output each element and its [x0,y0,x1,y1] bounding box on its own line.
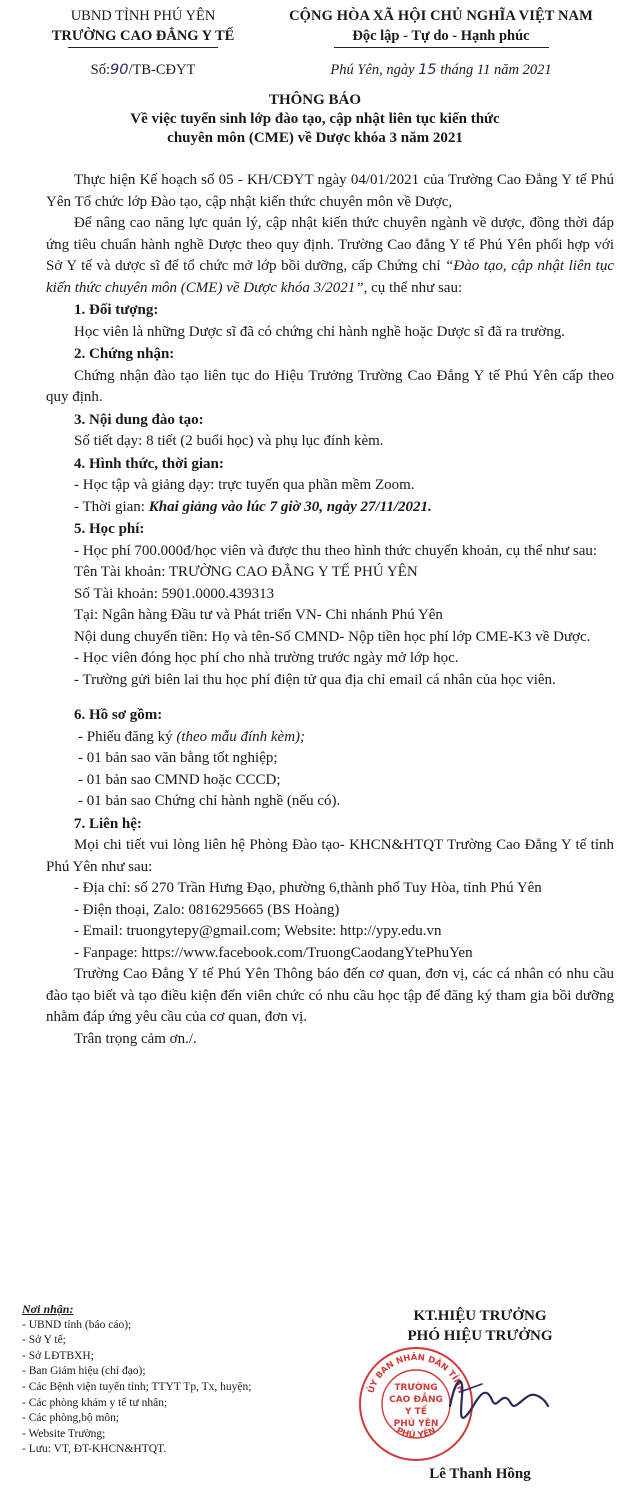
section-5-receipt: - Trường gửi biên lai thu học phí điện tử qua địa chỉ email cá nhân của học viên. [74,671,556,688]
document-number-handwritten: 90 [110,62,129,78]
document-body [46,170,614,1050]
title-main: THÔNG BÁO [268,92,362,108]
recipients-list [22,1302,322,1458]
recipient-item: - Website Trường; [22,1427,106,1440]
national-motto-block [255,6,627,80]
section-7-phone: - Điện thoại, Zalo: 0816295665 (BS Hoàng) [74,901,340,918]
section-6-item-2: - 01 bản sao văn bằng tốt nghiệp; [78,750,278,766]
section-6-item-4: - 01 bản sao Chứng chỉ hành nghề (nếu có). [78,793,341,809]
recipients-heading: Nơi nhận: [22,1302,74,1316]
section-5-account-name: Tên Tài khoản: TRƯỜNG CAO ĐẲNG Y TẾ PHÚ YÊN [74,564,418,580]
recipient-item: - Các phòng khám y tế tư nhân; [22,1396,168,1409]
handwritten-signature [442,1366,552,1436]
signer-name: Lê Thanh Hồng [429,1466,531,1482]
recipient-item: - Lưu: VT, ĐT-KHCN&HTQT. [22,1443,167,1456]
issue-date: Phú Yên, ngày 15 tháng 11 năm 2021 [330,62,552,78]
paragraph-plan: Thực hiện Kế hoạch số 05 - KH/CĐYT ngày 04/01/2021 của Trường Cao Đẳng Y tế Phú Yên Tổ chức lớp Đào tạo, cập nhật kiến thức chuyên môn về Dược, [46,172,614,210]
section-6-title: 6. Hồ sơ gồm: [74,707,163,723]
paragraph-purpose: Để nâng cao năng lực quản lý, cập nhật kiến thức chuyên ngành về dược, đồng thời đáp ứng tiêu chuẩn hành nghề Dược theo quy định. Trường Cao đẳng Y tế Phú Yên phối hợp với Sở Y tế và dược sĩ để tổ chức mở lớp bồi dưỡng, cấp Chứng chỉ “Đào tạo, cập nhật liên tục kiến thức chuyên môn (CME) về Dược khóa 3/2021”, cụ thể như sau: [46,215,614,296]
svg-text:CAO ĐẲNG: CAO ĐẲNG [389,1395,443,1405]
signer-title-1: KT.HIỆU TRƯỞNG [413,1308,547,1324]
section-4-title: 4. Hình thức, thời gian: [74,455,224,472]
section-7-address: - Địa chỉ: số 270 Trần Hưng Đạo, phường 6,thành phố Tuy Hòa, tỉnh Phú Yên [74,880,542,896]
section-5-transfer-content: Nội dung chuyển tiền: Họ và tên-Số CMND- Nộp tiền học phí lớp CME-K3 về Dược. [74,628,591,645]
section-3-title: 3. Nội dung đào tạo: [74,411,204,428]
section-5-bank: Tại: Ngân hàng Đầu tư và Phát triển VN- Chi nhánh Phú Yên [74,607,443,623]
section-5-payment-deadline: - Học viên đóng học phí cho nhà trường trước ngày mở lớp học. [74,650,459,666]
svg-text:TRƯỜNG: TRƯỜNG [394,1383,438,1393]
issuer-authority: UBND TỈNH PHÚ YÊN [70,8,216,24]
section-2-text: Chứng nhận đào tạo liên tục do Hiệu Trưởng Trường Cao Đẳng Y tế Phú Yên cấp theo quy định. [46,367,614,405]
svg-text:PHÚ YÊN: PHÚ YÊN [394,1425,438,1441]
motto: Độc lập - Tự do - Hạnh phúc [352,28,530,44]
section-3-text: Số tiết dạy: 8 tiết (2 buổi học) và phụ lục đính kèm. [74,433,384,449]
recipient-item: - UBND tỉnh (báo cáo); [22,1318,132,1331]
section-7-fanpage: - Fanpage: https://www.facebook.com/TruongCaodangYtePhuYen [74,944,473,961]
title-subject-1: Về việc tuyển sinh lớp đào tạo, cập nhật liên tục kiến thức [130,111,500,127]
svg-text:PHÚ YÊN: PHÚ YÊN [393,1419,439,1429]
section-7-email: - Email: truongytepy@gmail.com; Website: http://ypy.edu.vn [74,923,442,939]
recipient-item: - Các phòng,bộ môn; [22,1412,120,1425]
issuer-school: TRƯỜNG CAO ĐẲNG Y TẾ [51,28,235,44]
motto-underline [334,47,549,48]
title-subject-2: chuyên môn (CME) về Dược khóa 3 năm 2021 [167,130,463,146]
section-1-title: 1. Đối tượng: [74,302,159,318]
closing-paragraph: Trường Cao Đẳng Y tế Phú Yên Thông báo đến cơ quan, đơn vị, các cá nhân có nhu cầu đào tạo biết và tạo điều kiện đến viên chức có nhu cầu học tập để đăng ký tham gia bồi dưỡng nhằm đáp ứng yêu cầu của cơ quan, đơn vị. [46,966,614,1025]
section-5-title: 5. Học phí: [74,521,145,537]
section-6-item-1: - Phiếu đăng ký (theo mẫu đính kèm); [78,728,306,745]
section-4-time: - Thời gian: Khai giảng vào lúc 7 giờ 30, ngày 27/11/2021. [74,498,432,515]
section-1-text: Học viên là những Dược sĩ đã có chứng chỉ hành nghề hoặc Dược sĩ đã ra trường. [74,323,565,340]
section-5-fee: - Học phí 700.000đ/học viên và được thu theo hình thức chuyển khoản, cụ thể như sau: [74,542,598,559]
svg-text:ỦY BAN NHÂN DÂN TỈNH: ỦY BAN NHÂN DÂN TỈNH [366,1352,466,1395]
issue-date-day-handwritten: 15 [418,62,437,78]
section-7-title: 7. Liên hệ: [74,815,142,832]
document-number: Số:90/TB-CĐYT [90,62,196,78]
country-name: CỘNG HÒA XÃ HỘI CHỦ NGHĨA VIỆT NAM [289,8,593,24]
svg-text:Y TẾ: Y TẾ [405,1407,427,1417]
section-7-intro: Mọi chi tiết vui lòng liên hệ Phòng Đào tạo- KHCN&HTQT Trường Cao Đẳng Y tế tỉnh Phú Yên như sau: [46,837,614,875]
recipient-item: - Ban Giám hiệu (chỉ đạo); [22,1365,146,1378]
signer-title-2: PHÓ HIỆU TRƯỞNG [407,1328,553,1344]
recipient-item: - Sở LĐTBXH; [22,1349,94,1362]
recipient-item: - Sở Y tế; [22,1334,66,1347]
issuer-block [38,6,248,80]
signature-block [350,1306,610,1482]
section-6-item-3: - 01 bản sao CMND hoặc CCCD; [78,771,281,788]
section-2-title: 2. Chứng nhận: [74,346,175,362]
document-title [0,90,630,148]
section-5-account-number: Số Tài khoản: 5901.0000.439313 [74,585,275,602]
recipient-item: - Các Bệnh viện tuyến tỉnh; TTYT Tp, Tx, huyện; [22,1380,252,1393]
issuer-underline [68,47,218,48]
section-4-mode: - Học tập và giảng dạy: trực tuyến qua phần mềm Zoom. [74,477,415,493]
thanks-line: Trân trọng cảm ơn./. [74,1030,197,1047]
